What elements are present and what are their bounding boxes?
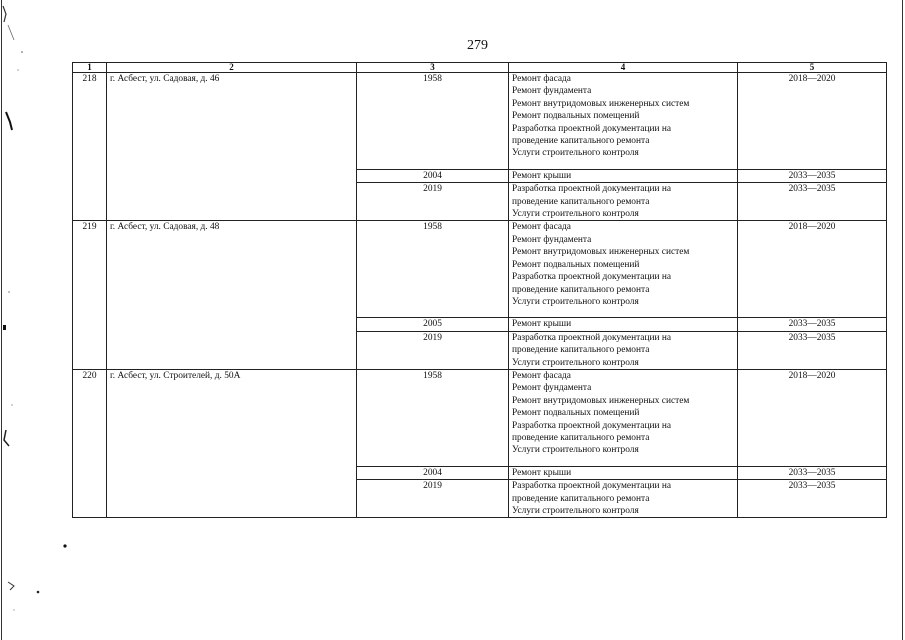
work-item: Ремонт фасада: [512, 74, 571, 84]
entry-address: г. Асбест, ул. Садовая, д. 48: [107, 221, 357, 369]
work-item: Ремонт фундамента: [512, 86, 592, 97]
work-item: Разработка проектной документации на: [512, 420, 672, 431]
work-item: проведение капитального ремонта: [512, 284, 650, 295]
entry-address: г. Асбест, ул. Садовая, д. 46: [107, 73, 357, 221]
scan-artifacts: [0, 0, 70, 640]
entry-period: 2033—2035: [738, 331, 887, 369]
entry-works: [509, 169, 738, 182]
work-item: Ремонт внутридомовых инженерных систем: [512, 395, 690, 406]
work-item: проведение капитального ремонта: [512, 432, 650, 443]
entry-works: [509, 466, 738, 479]
entry-number: 219: [73, 221, 107, 369]
work-item: Ремонт внутридомовых инженерных систем: [512, 98, 690, 109]
column-header-4: 4: [509, 63, 738, 73]
work-item: Услуги строительного контроля: [512, 506, 639, 516]
work-item: Ремонт крыши: [512, 467, 572, 478]
work-item: Ремонт фундамента: [512, 234, 592, 245]
entry-period: 2018—2020: [738, 369, 887, 466]
entry-year: 1958: [357, 369, 509, 466]
work-item: Услуги строительного контроля: [512, 357, 639, 368]
work-item: проведение капитального ремонта: [512, 136, 650, 147]
entry-works: [509, 480, 738, 518]
table-row: [73, 73, 887, 170]
entry-works: [509, 331, 738, 369]
entry-works: [509, 221, 738, 318]
entry-year: 2019: [357, 331, 509, 369]
column-header-2: 2: [107, 63, 357, 73]
work-item: Ремонт внутридомовых инженерных систем: [512, 247, 690, 258]
work-item: Разработка проектной документации на: [512, 481, 672, 492]
work-item: Ремонт подвальных помещений: [512, 408, 640, 419]
entry-number: 220: [73, 369, 107, 517]
work-item: Услуги строительного контроля: [512, 209, 639, 220]
work-item: Разработка проектной документации на: [512, 272, 672, 283]
entry-period: 2033—2035: [738, 183, 887, 221]
table-row: [73, 369, 887, 466]
column-header-5: 5: [738, 63, 887, 73]
work-item: Ремонт фасада: [512, 222, 571, 233]
column-header-1: 1: [73, 63, 107, 73]
work-item: Услуги строительного контроля: [512, 445, 639, 456]
work-item: проведение капитального ремонта: [512, 493, 650, 504]
entry-period: 2033—2035: [738, 169, 887, 182]
work-item: проведение капитального ремонта: [512, 345, 650, 356]
entry-number: 218: [73, 73, 107, 221]
entry-period: 2018—2020: [738, 73, 887, 170]
entry-year: 2019: [357, 183, 509, 221]
column-number-row: [73, 63, 887, 73]
entry-year: 2005: [357, 318, 509, 331]
work-item: Разработка проектной документации на: [512, 184, 672, 195]
entry-year: 2004: [357, 169, 509, 182]
entry-period: 2018—2020: [738, 221, 887, 318]
table-body: [73, 73, 887, 518]
entry-works: [509, 73, 738, 170]
page-number: 279: [467, 38, 488, 53]
work-item: проведение капитального ремонта: [512, 196, 650, 207]
entry-address: г. Асбест, ул. Строителей, д. 50А: [107, 369, 357, 517]
work-item: Разработка проектной документации на: [512, 123, 672, 134]
work-item: Ремонт подвальных помещений: [512, 111, 640, 122]
entry-works: [509, 369, 738, 466]
entry-period: 2033—2035: [738, 480, 887, 518]
entry-works: [509, 318, 738, 331]
entry-period: 2033—2035: [738, 318, 887, 331]
work-item: Ремонт фасада: [512, 370, 571, 381]
repair-schedule-table: [72, 62, 887, 518]
work-item: Ремонт крыши: [512, 319, 572, 330]
table-row: [73, 221, 887, 318]
work-item: Ремонт подвальных помещений: [512, 259, 640, 270]
entry-year: 2019: [357, 480, 509, 518]
entry-year: 1958: [357, 221, 509, 318]
work-item: Ремонт крыши: [512, 170, 572, 181]
work-item: Услуги строительного контроля: [512, 296, 639, 307]
work-item: Ремонт фундамента: [512, 383, 592, 394]
work-item: Услуги строительного контроля: [512, 148, 639, 159]
entry-works: [509, 183, 738, 221]
entry-year: 2004: [357, 466, 509, 479]
scan-edge-right: [902, 0, 903, 640]
work-item: Разработка проектной документации на: [512, 332, 672, 343]
column-header-3: 3: [357, 63, 509, 73]
entry-year: 1958: [357, 73, 509, 170]
entry-period: 2033—2035: [738, 466, 887, 479]
